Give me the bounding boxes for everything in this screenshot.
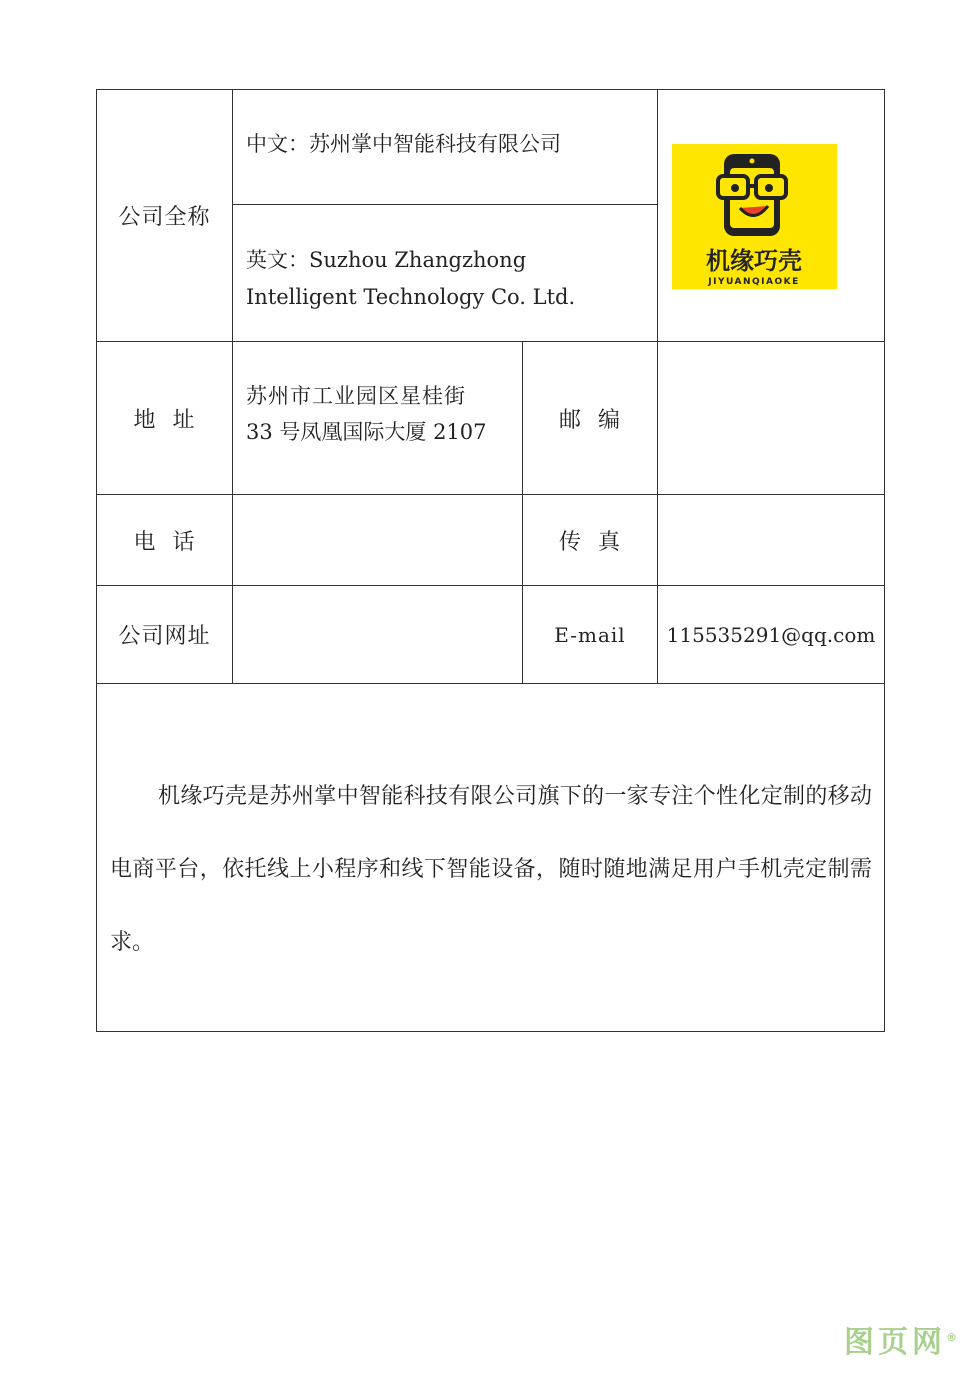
- company-name-en-line2: Intelligent Technology Co. Ltd.: [246, 285, 576, 309]
- postcode-value: [658, 342, 884, 494]
- postcode-label: 邮 编: [559, 407, 621, 433]
- company-name-cn: 中文：苏州掌中智能科技有限公司: [246, 132, 561, 156]
- address-label: 地 址: [133, 407, 196, 433]
- company-logo: [672, 144, 837, 289]
- address-line2: 33 号凤凰国际大厦 2107: [246, 420, 487, 444]
- company-description: 机缘巧壳是苏州掌中智能科技有限公司旗下的一家专注个性化定制的移动电商平台，依托线上小程序和线下智能设备，随时随地满足用户手机壳定制需求。: [110, 784, 872, 955]
- email-value: 115535291@qq.com: [666, 622, 876, 647]
- table-border-bottom: [96, 1031, 885, 1032]
- website-value: [233, 586, 522, 683]
- address-line1: 苏州市工业园区星桂街: [246, 384, 466, 408]
- registered-mark: ®: [946, 1331, 961, 1344]
- company-name-en-line1: 英文：Suzhou Zhangzhong: [246, 248, 527, 272]
- table-border-right: [884, 89, 885, 1032]
- watermark-text: 图页网: [844, 1325, 946, 1360]
- company-name-label: 公司全称: [118, 205, 211, 230]
- phone-label: 电 话: [133, 529, 196, 555]
- logo-pinyin-text: JIYUANQIAOKE: [708, 277, 800, 287]
- rule-row4: [96, 683, 885, 684]
- rule-name-split: [233, 204, 657, 205]
- phone-value: [233, 495, 522, 585]
- phone-mascot-icon: [672, 144, 837, 289]
- website-label: 公司网址: [118, 624, 211, 649]
- logo-brand-text: 机缘巧壳: [706, 247, 802, 275]
- watermark: [844, 1317, 961, 1361]
- email-label: E-mail: [554, 622, 626, 647]
- fax-value: [658, 495, 884, 585]
- fax-label: 传 真: [559, 529, 621, 555]
